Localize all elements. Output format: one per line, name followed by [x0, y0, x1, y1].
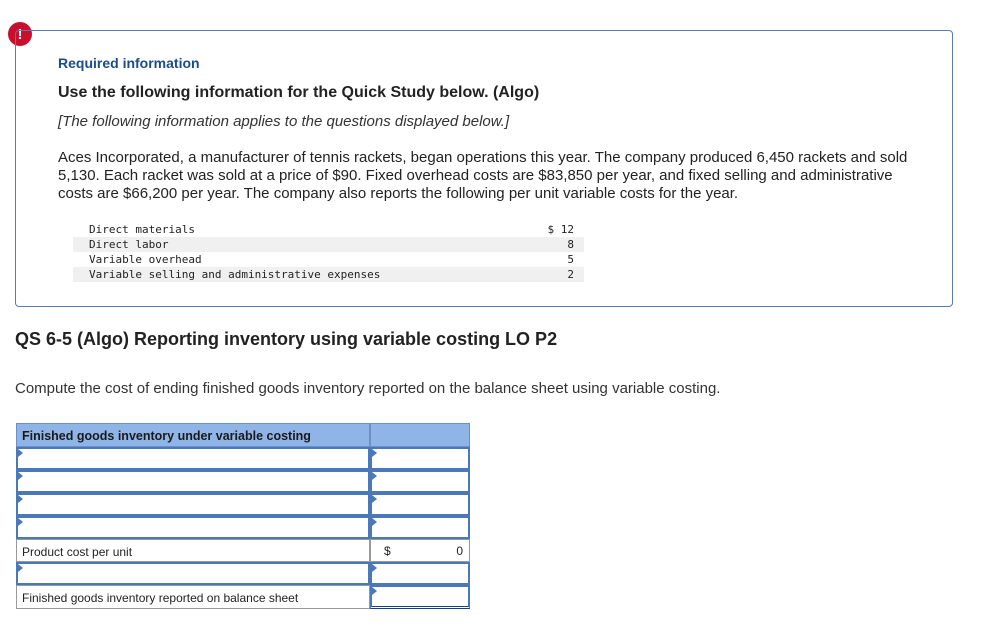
answer-table	[16, 423, 470, 610]
question-title: QS 6-5 (Algo) Reporting inventory using variable costing LO P2	[15, 329, 558, 349]
table-row	[73, 222, 584, 237]
cost-label: Variable overhead	[89, 253, 202, 266]
line-item-input[interactable]	[16, 562, 370, 585]
dropdown-marker-icon	[372, 472, 377, 480]
amount-input[interactable]	[370, 447, 470, 470]
cost-label: Direct labor	[73, 237, 504, 252]
dropdown-marker-icon	[18, 449, 23, 457]
required-information-panel	[15, 30, 953, 307]
dropdown-marker-icon	[18, 564, 23, 572]
product-cost-value-cell	[370, 539, 470, 562]
amount-input[interactable]	[370, 562, 470, 585]
ending-inventory-label: Finished goods inventory reported on balance sheet	[22, 591, 299, 605]
amount-input[interactable]	[370, 493, 470, 516]
dropdown-marker-icon	[18, 495, 23, 503]
answer-table-header	[16, 423, 370, 447]
product-cost-value: 0	[456, 544, 463, 558]
product-cost-label: Product cost per unit	[22, 545, 133, 559]
amount-input[interactable]	[370, 470, 470, 493]
cost-value: $ 12	[547, 223, 574, 236]
cost-value: 2	[504, 267, 584, 282]
cost-label: Variable selling and administrative expenses	[73, 267, 504, 282]
dropdown-marker-icon	[18, 518, 23, 526]
dropdown-marker-icon	[372, 495, 377, 503]
variable-cost-table	[73, 222, 584, 282]
cost-value: 8	[504, 237, 584, 252]
amount-input[interactable]	[370, 516, 470, 539]
alert-icon: !	[8, 22, 32, 46]
line-item-input[interactable]	[16, 493, 370, 516]
line-item-input[interactable]	[16, 447, 370, 470]
cost-label: Direct materials	[89, 223, 195, 236]
product-cost-row	[16, 539, 370, 562]
line-item-input[interactable]	[16, 516, 370, 539]
dropdown-marker-icon	[372, 449, 377, 457]
question-instruction: Compute the cost of ending finished goods inventory reported on the balance sheet using variable costing.	[15, 380, 721, 397]
quick-study-intro: Use the following information for the Quick Study below. (Algo)	[58, 84, 540, 101]
answer-table-header-label: Finished goods inventory under variable costing	[22, 429, 311, 443]
ending-inventory-input[interactable]	[370, 585, 470, 609]
table-row	[73, 237, 584, 252]
table-row	[73, 267, 584, 282]
dropdown-marker-icon	[372, 518, 377, 526]
line-item-input[interactable]	[16, 470, 370, 493]
dropdown-marker-icon	[372, 564, 377, 572]
currency-symbol: $	[384, 544, 391, 558]
scenario-text: Aces Incorporated, a manufacturer of tennis rackets, began operations this year. The company produced 6,450 rackets and sold 5,130. Each racket was sold at a price of $90. Fixed overhead costs are $83,850 per year, and fixed selling and administrative costs are $66,200 per year. The company also reports the following per unit variable costs for the year.	[58, 149, 908, 202]
ending-inventory-row	[16, 585, 370, 609]
answer-table-header-amount	[370, 423, 470, 447]
table-row	[73, 252, 584, 267]
dropdown-marker-icon	[372, 587, 377, 595]
required-information-heading: Required information	[58, 55, 200, 71]
dropdown-marker-icon	[18, 472, 23, 480]
cost-value: 5	[567, 253, 574, 266]
applies-note: [The following information applies to the questions displayed below.]	[58, 113, 510, 130]
